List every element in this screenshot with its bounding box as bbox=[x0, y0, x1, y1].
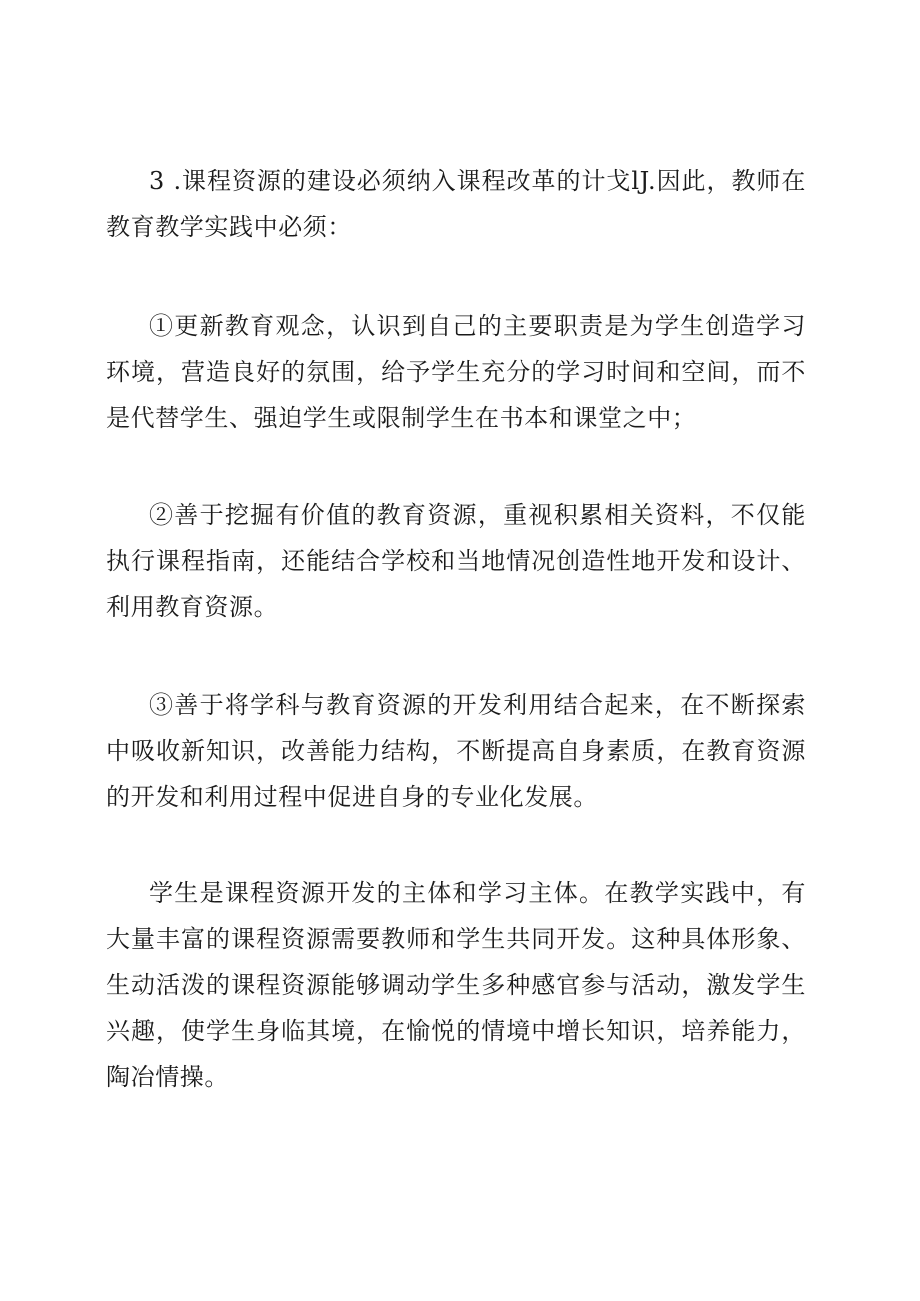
paragraph-item-1: ①更新教育观念，认识到自己的主要职责是为学生创造学习环境，营造良好的氛围，给予学生充分的学习时间和空间，而不是代替学生、强迫学生或限制学生在书本和课堂之中； bbox=[106, 312, 806, 432]
paragraph-students: 学生是课程资源开发的主体和学习主体。在教学实践中，有大量丰富的课程资源需要教师和学生共同开发。这种具体形象、生动活泼的课程资源能够调动学生多种感官参与活动，激发学生兴趣，使学生身临其境，在愉悦的情境中增长知识，培养能力，陶冶情操。 bbox=[106, 879, 806, 1091]
paragraph-item-3: ③善于将学科与教育资源的开发利用结合起来，在不断探索中吸收新知识，改善能力结构，不断提高自身素质，在教育资源的开发和利用过程中促进自身的专业化发展。 bbox=[106, 691, 806, 811]
paragraph-resource-construction: 3 .课程资源的建设必须纳入课程改革的计戈lJ.因此，教师在教育教学实践中必须： bbox=[106, 167, 806, 241]
paragraph-item-2: ②善于挖掘有价值的教育资源，重视积累相关资料，不仅能执行课程指南，还能结合学校和当地情况创造性地开发和设计、利用教育资源。 bbox=[106, 501, 806, 621]
